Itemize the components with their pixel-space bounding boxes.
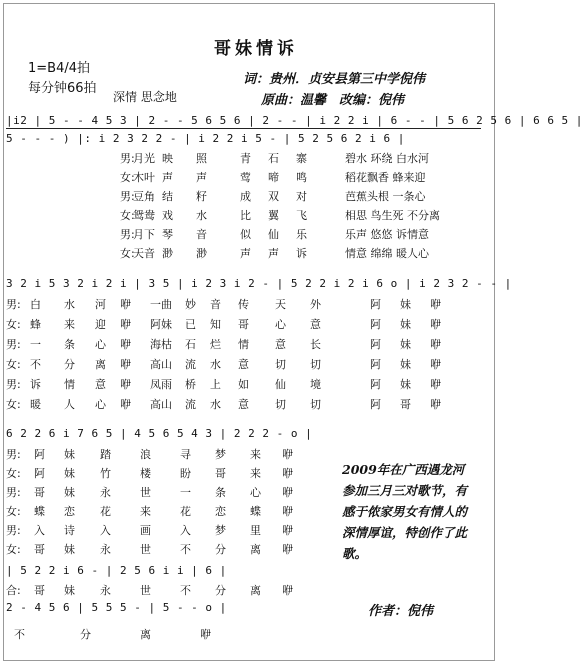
lyric-syllable: 分	[80, 628, 91, 641]
lyric-syllable: 水	[210, 398, 221, 411]
singer-label: 女:	[6, 358, 21, 371]
lyric-syllable: 寨	[296, 152, 307, 165]
lyric-syllable: 琴	[162, 228, 173, 241]
lyric-syllable: 盼	[180, 467, 191, 480]
lyric-syllable: 阿	[34, 448, 45, 461]
lyric-syllable: 阿	[370, 298, 381, 311]
lyric-syllable: 籽	[196, 190, 207, 203]
lyric-syllable: 咿	[120, 398, 131, 411]
lyric-syllable: 咿	[120, 298, 131, 311]
lyric-syllable: 妙	[185, 298, 196, 311]
lyric-syllable: 情意 绵绵 暖人心	[345, 247, 429, 260]
lyric-syllable: 离	[250, 543, 261, 556]
lyric-syllable: 对	[296, 190, 307, 203]
notation-line-5: | 5 2 2 i 6 - | 2 5 6 i i | 6 |	[6, 564, 227, 577]
author-signature: 作者：倪伟	[368, 604, 434, 619]
lyric-syllable: 切	[275, 358, 286, 371]
singer-label: 男:	[6, 378, 21, 391]
lyric-syllable: 咿	[120, 318, 131, 331]
lyric-syllable: 妹	[400, 378, 411, 391]
lyric-row	[0, 465, 340, 481]
lyric-row	[0, 626, 300, 642]
singer-label: 女:	[6, 543, 21, 556]
lyric-row	[0, 484, 340, 500]
song-title: 哥妹情诉	[214, 39, 298, 59]
lyric-row	[0, 541, 340, 557]
lyric-syllable: 石	[268, 152, 279, 165]
lyric-syllable: 恋	[215, 505, 226, 518]
lyric-syllable: 永	[100, 486, 111, 499]
lyric-syllable: 咿	[282, 467, 293, 480]
singer-label: 女:	[120, 209, 135, 222]
lyric-syllable: 离	[250, 584, 261, 597]
lyric-syllable: 分	[215, 543, 226, 556]
notation-line-3: 3 2 i 5 3 2 i 2 i | 3 5 | i 2 3 i 2 - | 5 2 2 i 2 i 6 o | i 2 3 2 - - |	[6, 277, 512, 290]
lyric-syllable: 成	[240, 190, 251, 203]
lyric-syllable: 声	[196, 171, 207, 184]
lyricist-credit: 词：贵州．贞安县第三中学倪伟	[243, 72, 426, 87]
lyric-syllable: 哥	[34, 584, 45, 597]
singer-label: 女:	[6, 505, 21, 518]
lyric-syllable: 咿	[430, 358, 441, 371]
lyric-syllable: 花	[180, 505, 191, 518]
lyric-syllable: 声	[268, 247, 279, 260]
lyric-syllable: 画	[140, 524, 151, 537]
lyric-syllable: 水	[196, 209, 207, 222]
lyric-syllable: 阿	[370, 358, 381, 371]
lyric-syllable: 结	[162, 190, 173, 203]
key-signature: 1=B4/4拍	[28, 61, 91, 76]
lyric-syllable: 天音	[133, 247, 155, 260]
lyric-syllable: 楼	[140, 467, 151, 480]
lyric-syllable: 诉	[296, 247, 307, 260]
lyric-syllable: 蜂	[30, 318, 41, 331]
singer-label: 女:	[6, 398, 21, 411]
singer-label: 女:	[120, 247, 135, 260]
lyric-row	[0, 356, 500, 372]
lyric-syllable: 咿	[282, 448, 293, 461]
lyric-syllable: 妹	[400, 358, 411, 371]
notation-line-1: |i2 | 5 - - 4 5 3 | 2 - - 5 6 5 6 | 2 - - | i 2 2 i | 6 - - | 5 6 2 5 6 | 6 6 5 |	[6, 114, 583, 127]
lyric-syllable: 海枯	[150, 338, 172, 351]
lyric-syllable: 心	[250, 486, 261, 499]
lyric-syllable: 阿	[370, 378, 381, 391]
lyric-syllable: 长	[310, 338, 321, 351]
lyric-syllable: 入	[34, 524, 45, 537]
lyric-syllable: 一曲	[150, 298, 172, 311]
lyric-syllable: 鸳鸯	[133, 209, 155, 222]
lyric-syllable: 切	[275, 398, 286, 411]
lyric-syllable: 咿	[430, 398, 441, 411]
lyric-syllable: 妹	[64, 543, 75, 556]
lyric-syllable: 相思 鸟生死 不分离	[345, 209, 440, 222]
lyric-syllable: 条	[215, 486, 226, 499]
singer-label: 女:	[120, 171, 135, 184]
lyric-syllable: 境	[310, 378, 321, 391]
lyric-row	[0, 376, 500, 392]
lyric-syllable: 仙	[268, 228, 279, 241]
lyric-syllable: 乐声 悠悠 诉情意	[345, 228, 429, 241]
lyric-syllable: 暖	[30, 398, 41, 411]
lyric-syllable: 条	[64, 338, 75, 351]
lyric-syllable: 哥	[215, 467, 226, 480]
lyric-syllable: 分	[64, 358, 75, 371]
singer-label: 男:	[6, 298, 21, 311]
lyric-syllable: 恋	[64, 505, 75, 518]
lyric-syllable: 一	[180, 486, 191, 499]
lyric-syllable: 月下	[133, 228, 155, 241]
singer-label: 不	[14, 628, 25, 641]
lyric-syllable: 仙	[275, 378, 286, 391]
lyric-syllable: 来	[140, 505, 151, 518]
lyric-syllable: 咿	[282, 584, 293, 597]
lyric-syllable: 双	[268, 190, 279, 203]
lyric-syllable: 蝶	[250, 505, 261, 518]
lyric-syllable: 心	[95, 398, 106, 411]
lyric-syllable: 阿	[370, 338, 381, 351]
lyric-syllable: 情	[64, 378, 75, 391]
lyric-syllable: 流	[185, 358, 196, 371]
lyric-row	[0, 226, 500, 242]
lyric-syllable: 哥	[400, 398, 411, 411]
lyric-syllable: 莺	[240, 171, 251, 184]
lyric-syllable: 咿	[120, 338, 131, 351]
lyric-syllable: 天	[275, 298, 286, 311]
expression-marking: 深情 思念地	[113, 90, 177, 104]
lyric-syllable: 咿	[430, 318, 441, 331]
lyric-syllable: 妹	[400, 298, 411, 311]
lyric-syllable: 咿	[430, 298, 441, 311]
lyric-syllable: 渺	[162, 247, 173, 260]
lyric-syllable: 啼	[268, 171, 279, 184]
lyric-syllable: 哥	[34, 486, 45, 499]
singer-label: 男:	[6, 486, 21, 499]
lyric-syllable: 水	[210, 358, 221, 371]
lyric-syllable: 声	[162, 171, 173, 184]
lyric-syllable: 意	[275, 338, 286, 351]
lyric-syllable: 阿	[370, 318, 381, 331]
lyric-syllable: 离	[140, 628, 151, 641]
lyric-syllable: 不	[180, 584, 191, 597]
lyric-syllable: 离	[95, 358, 106, 371]
lyric-syllable: 切	[310, 358, 321, 371]
lyric-syllable: 高山	[150, 398, 172, 411]
lyric-syllable: 一	[30, 338, 41, 351]
singer-label: 女:	[6, 318, 21, 331]
singer-label: 男:	[120, 228, 135, 241]
lyric-syllable: 蝶	[34, 505, 45, 518]
lyric-syllable: 妹	[64, 486, 75, 499]
lyric-row	[0, 336, 500, 352]
lyric-syllable: 世	[140, 486, 151, 499]
lyric-syllable: 来	[64, 318, 75, 331]
lyric-row	[0, 207, 500, 223]
lyric-syllable: 人	[64, 398, 75, 411]
lyric-syllable: 咿	[430, 378, 441, 391]
lyric-syllable: 咿	[200, 628, 211, 641]
lyric-syllable: 鸣	[296, 171, 307, 184]
lyric-syllable: 碧水 环绕 白水河	[345, 152, 429, 165]
lyric-syllable: 烂	[210, 338, 221, 351]
lyric-syllable: 梦	[215, 448, 226, 461]
lyric-syllable: 芭蕉头根 一条心	[345, 190, 426, 203]
singer-label: 男:	[6, 448, 21, 461]
lyric-syllable: 白	[30, 298, 41, 311]
lyric-syllable: 里	[250, 524, 261, 537]
lyric-syllable: 河	[95, 298, 106, 311]
lyric-syllable: 心	[275, 318, 286, 331]
lyric-syllable: 声	[240, 247, 251, 260]
lyric-syllable: 稻花飘香 蜂来迎	[345, 171, 426, 184]
lyric-syllable: 咿	[120, 358, 131, 371]
lyric-syllable: 豆角	[133, 190, 155, 203]
singer-label: 合:	[6, 584, 21, 597]
lyric-syllable: 世	[140, 543, 151, 556]
composer-credit: 原曲：温馨 改编：倪伟	[261, 93, 405, 108]
lyric-syllable: 意	[238, 398, 249, 411]
lyric-syllable: 似	[240, 228, 251, 241]
lyric-syllable: 永	[100, 543, 111, 556]
notation-line-2: 5 - - - ) |: i 2 3 2 2 - | i 2 2 i 5 - | 5 2 5 6 2 i 6 |	[6, 132, 405, 145]
lyric-syllable: 哥	[238, 318, 249, 331]
lyric-syllable: 诉	[30, 378, 41, 391]
lyric-syllable: 妹	[64, 448, 75, 461]
lyric-row	[0, 446, 340, 462]
notation-line-4: 6 2 2 6 i 7 6 5 | 4 5 6 5 4 3 | 2 2 2 - o |	[6, 427, 313, 440]
singer-label: 女:	[6, 467, 21, 480]
lyric-syllable: 意	[238, 358, 249, 371]
lyric-syllable: 寻	[180, 448, 191, 461]
lyric-row	[0, 582, 340, 598]
lyric-syllable: 照	[196, 152, 207, 165]
lyric-syllable: 青	[240, 152, 251, 165]
lyric-syllable: 石	[185, 338, 196, 351]
singer-label: 男:	[6, 524, 21, 537]
lyric-syllable: 月光	[133, 152, 155, 165]
lyric-syllable: 阿	[34, 467, 45, 480]
lyric-row	[0, 396, 500, 412]
lyric-syllable: 咿	[282, 486, 293, 499]
lyric-syllable: 凤雨	[150, 378, 172, 391]
lyric-syllable: 妹	[400, 318, 411, 331]
lyric-syllable: 戏	[162, 209, 173, 222]
lyric-syllable: 花	[100, 505, 111, 518]
lyric-syllable: 来	[250, 467, 261, 480]
lyric-syllable: 入	[180, 524, 191, 537]
lyric-syllable: 咿	[120, 378, 131, 391]
lyric-row	[0, 316, 500, 332]
lyric-syllable: 如	[238, 378, 249, 391]
lyric-syllable: 踏	[100, 448, 111, 461]
lyric-syllable: 传	[238, 298, 249, 311]
lyric-syllable: 音	[210, 298, 221, 311]
singer-label: 男:	[120, 190, 135, 203]
lyric-syllable: 流	[185, 398, 196, 411]
lyric-syllable: 映	[162, 152, 173, 165]
lyric-syllable: 咿	[430, 338, 441, 351]
lyric-row	[0, 296, 500, 312]
notation-line-6: 2 - 4 5 6 | 5 5 5 - | 5 - - o |	[6, 601, 227, 614]
lyric-row	[0, 503, 340, 519]
lyric-syllable: 高山	[150, 358, 172, 371]
lyric-syllable: 外	[310, 298, 321, 311]
lyric-syllable: 已	[185, 318, 196, 331]
lyric-syllable: 心	[95, 338, 106, 351]
lyric-syllable: 永	[100, 584, 111, 597]
lyric-syllable: 音	[196, 228, 207, 241]
lyric-syllable: 比	[240, 209, 251, 222]
lyric-syllable: 飞	[296, 209, 307, 222]
lyric-syllable: 上	[210, 378, 221, 391]
lyric-syllable: 情	[238, 338, 249, 351]
lyric-syllable: 意	[310, 318, 321, 331]
lyric-syllable: 阿	[370, 398, 381, 411]
lyric-row	[0, 169, 500, 185]
composition-note: 2009年在广西遇龙河参加三月三对歌节，有感于侬家男女有情人的深情厚谊，特创作了此歌。	[342, 462, 468, 561]
lyric-syllable: 诗	[64, 524, 75, 537]
tempo-marking: 每分钟66拍	[28, 81, 97, 96]
lyric-syllable: 不	[30, 358, 41, 371]
lyric-syllable: 水	[64, 298, 75, 311]
lyric-syllable: 阿妹	[150, 318, 172, 331]
staff-divider	[6, 128, 481, 129]
singer-label: 男:	[120, 152, 135, 165]
lyric-syllable: 妹	[64, 584, 75, 597]
lyric-syllable: 妹	[400, 338, 411, 351]
lyric-row	[0, 245, 500, 261]
lyric-syllable: 意	[95, 378, 106, 391]
lyric-syllable: 世	[140, 584, 151, 597]
lyric-syllable: 来	[250, 448, 261, 461]
singer-label: 男:	[6, 338, 21, 351]
lyric-row	[0, 150, 500, 166]
lyric-syllable: 分	[215, 584, 226, 597]
lyric-syllable: 乐	[296, 228, 307, 241]
lyric-syllable: 竹	[100, 467, 111, 480]
lyric-syllable: 梦	[215, 524, 226, 537]
lyric-syllable: 咿	[282, 543, 293, 556]
lyric-syllable: 浪	[140, 448, 151, 461]
lyric-syllable: 桥	[185, 378, 196, 391]
lyric-syllable: 咿	[282, 524, 293, 537]
lyric-syllable: 翼	[268, 209, 279, 222]
lyric-syllable: 迎	[95, 318, 106, 331]
lyric-syllable: 妹	[64, 467, 75, 480]
lyric-syllable: 不	[180, 543, 191, 556]
lyric-row	[0, 522, 340, 538]
lyric-syllable: 入	[100, 524, 111, 537]
lyric-syllable: 哥	[34, 543, 45, 556]
lyric-syllable: 切	[310, 398, 321, 411]
lyric-syllable: 咿	[282, 505, 293, 518]
lyric-syllable: 木叶	[133, 171, 155, 184]
lyric-row	[0, 188, 500, 204]
lyric-syllable: 渺	[196, 247, 207, 260]
lyric-syllable: 知	[210, 318, 221, 331]
